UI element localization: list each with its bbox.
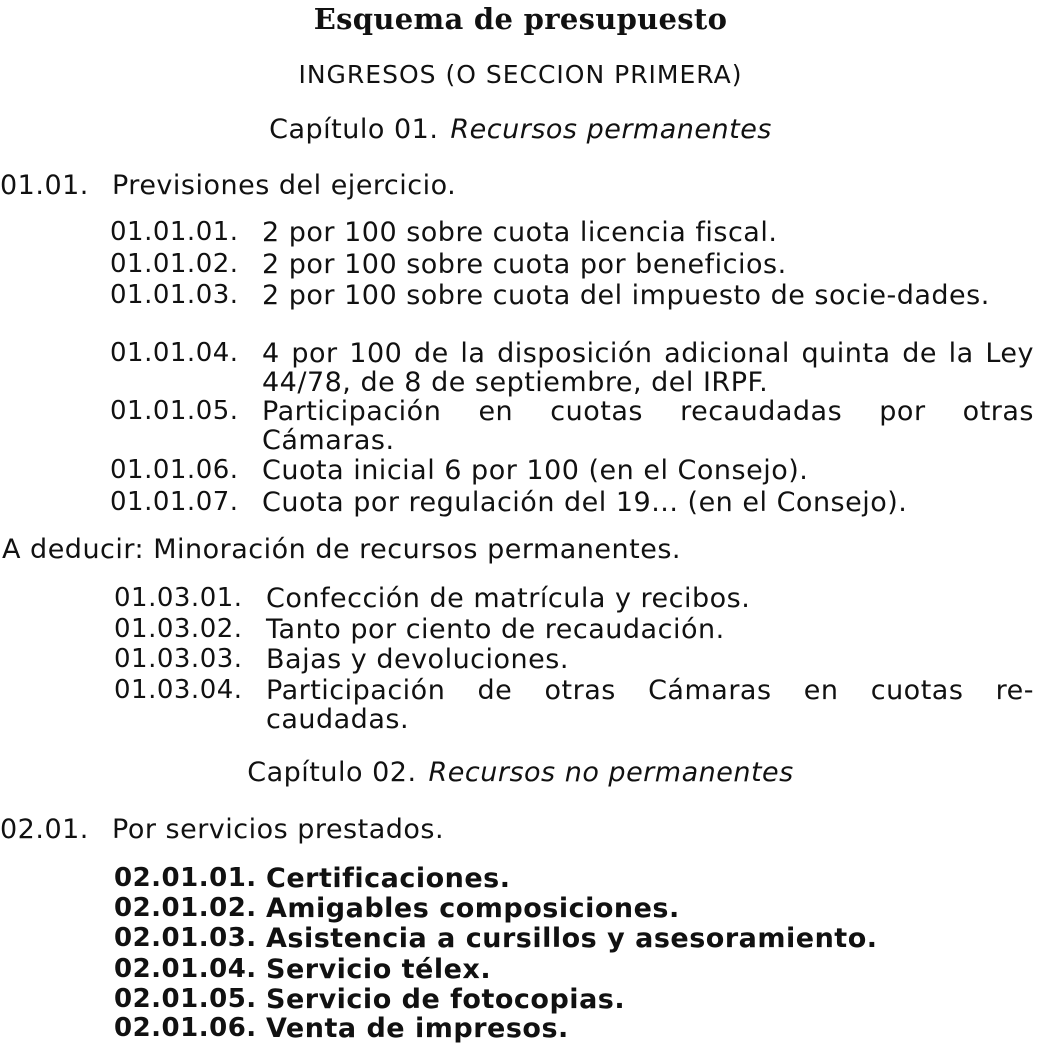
item-code: 02.01.03. [114, 923, 257, 953]
item-text: Asistencia a cursillos y asesoramiento. [266, 923, 878, 954]
item-text: 2 por 100 sobre cuota por beneficios. [262, 249, 787, 280]
item-code: 02.01.05. [114, 984, 257, 1014]
item-code: 01.01.01. [110, 217, 239, 247]
item-code: 01.01.05. [110, 396, 239, 426]
item-code: 01.01.02. [110, 249, 239, 279]
item-text: Servicio télex. [266, 954, 492, 985]
chapter-02-name: Recursos no permanentes [428, 757, 794, 788]
item-text: Amigables composiciones. [266, 893, 680, 924]
item-code: 01.01.07. [110, 487, 239, 517]
deduction-heading: A deducir: Minoración de recursos permanentes. [2, 534, 681, 565]
item-code: 01.01.04. [110, 338, 239, 368]
item-text: Servicio de fotocopias. [266, 984, 626, 1015]
item-code: 01.01.03. [110, 280, 239, 310]
item-text: Venta de impresos. [266, 1013, 569, 1044]
item-text: 2 por 100 sobre cuota licencia fiscal. [262, 217, 778, 248]
item-code: 02.01.06. [114, 1013, 257, 1043]
item-text: Tanto por ciento de recaudación. [266, 614, 725, 645]
item-text: Confección de matrícula y recibos. [266, 583, 751, 614]
item-code: 02.01.02. [114, 893, 257, 923]
section-label: Previsiones del ejercicio. [112, 170, 457, 201]
item-code: 02.01.01. [114, 863, 257, 893]
item-text: 4 por 100 de la disposición adicional quinta de la Ley 44/78, de 8 de septiembre, del IRPF. [262, 338, 1034, 398]
chapter-01-prefix: Capítulo 01. [269, 114, 439, 145]
item-text: Participación en cuotas recaudadas por otras Cámaras. [262, 396, 1034, 456]
section-code: 02.01. [0, 814, 89, 845]
item-code: 01.01.06. [110, 455, 239, 485]
section-label: Por servicios prestados. [112, 814, 445, 845]
chapter-01-heading [0, 114, 1041, 145]
section-subtitle: INGRESOS (O SECCION PRIMERA) [298, 60, 743, 89]
section-code: 01.01. [0, 170, 89, 201]
item-code: 02.01.04. [114, 954, 257, 984]
document-title: Esquema de presupuesto [313, 2, 728, 36]
item-text: Participación de otras Cámaras en cuotas re-caudadas. [266, 675, 1034, 735]
section-01-01 [0, 170, 456, 201]
item-text: Certificaciones. [266, 863, 511, 894]
item-text: Cuota por regulación del 19... (en el Consejo). [262, 487, 908, 518]
item-code: 01.03.03. [114, 644, 243, 674]
chapter-02-heading [0, 757, 1041, 788]
chapter-02-prefix: Capítulo 02. [247, 757, 417, 788]
item-text: 2 por 100 sobre cuota del impuesto de socie-dades. [262, 280, 990, 311]
item-code: 01.03.01. [114, 583, 243, 613]
section-02-01 [0, 814, 444, 845]
item-text: Bajas y devoluciones. [266, 644, 569, 675]
chapter-01-name: Recursos permanentes [450, 114, 772, 145]
item-text: Cuota inicial 6 por 100 (en el Consejo). [262, 455, 809, 486]
item-code: 01.03.04. [114, 675, 243, 705]
item-code: 01.03.02. [114, 614, 243, 644]
